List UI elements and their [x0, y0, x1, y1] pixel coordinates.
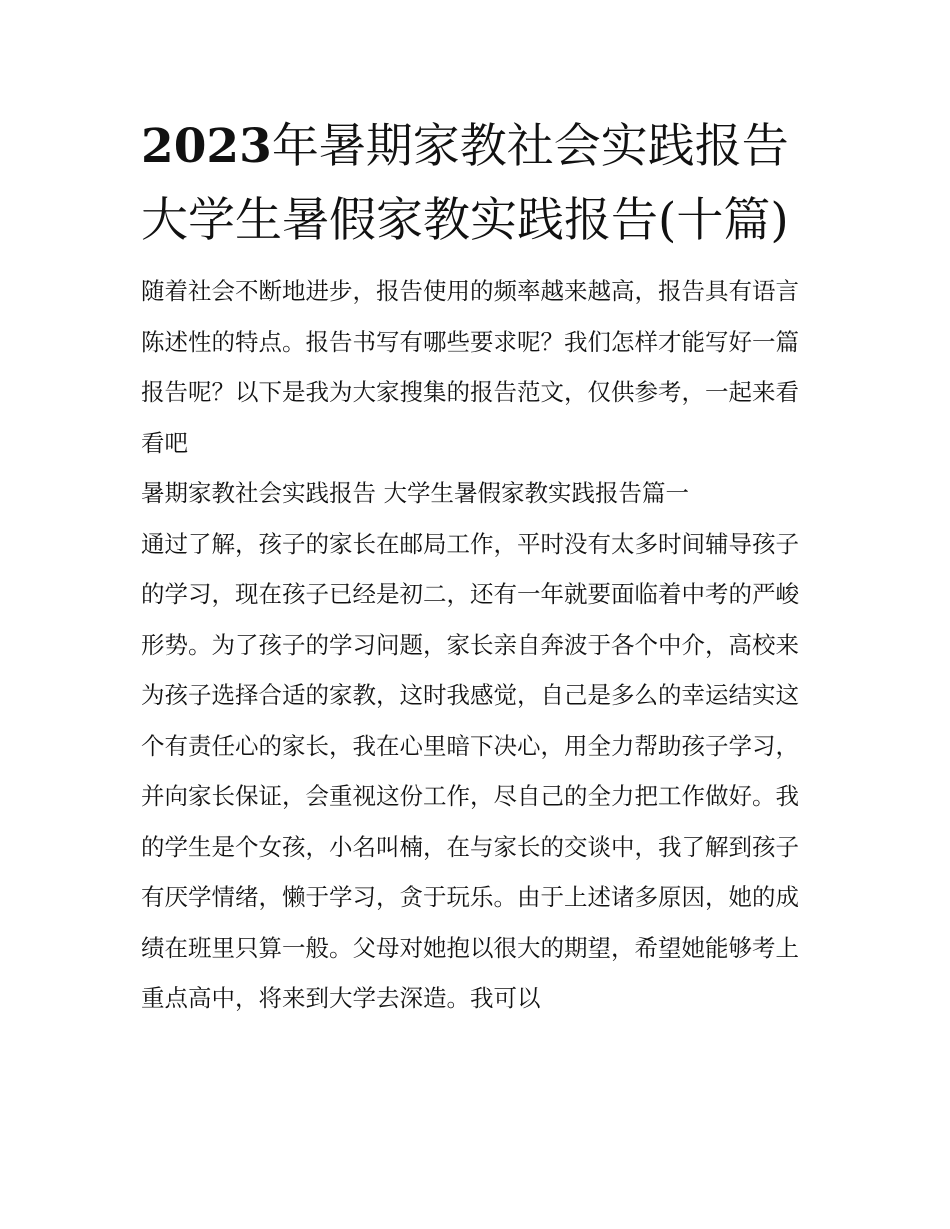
section-heading: 暑期家教社会实践报告 大学生暑假家教实践报告篇一 [141, 479, 689, 507]
body-paragraph: 通过了解，孩子的家长在邮局工作，平时没有太多时间辅导孩子的学习，现在孩子已经是初二，还有一年就要面临着中考的严峻形势。为了孩子的学习问题，家长亲自奔波于各个中介，高校来为孩子选择合适的家教，这时我感觉，自己是多么的幸运结实这个有责任心的家长，我在心里暗下决心，用全力帮助孩子学习，并向家长保证，会重视这份工作，尽自己的全力把工作做好。我的学生是个女孩，小名叫楠，在与家长的交谈中，我了解到孩子有厌学情绪，懒于学习，贪于玩乐。由于上述诸多原因，她的成绩在班里只算一般。父母对她抱以很大的期望，希望她能够考上重点高中，将来到大学去深造。我可以 [141, 529, 799, 1012]
intro-paragraph: 随着社会不断地进步，报告使用的频率越来越高，报告具有语言陈述性的特点。报告书写有哪些要求呢？我们怎样才能写好一篇报告呢？以下是我为大家搜集的报告范文，仅供参考，一起来看看吧 [141, 277, 799, 457]
title-text: 年暑期家教社会实践报告大学生暑假家教实践报告(十篇) [141, 119, 789, 248]
document-body [141, 266, 813, 1024]
document-title [141, 110, 813, 258]
title-year: 2023 [141, 119, 272, 174]
document-page [141, 110, 813, 1024]
